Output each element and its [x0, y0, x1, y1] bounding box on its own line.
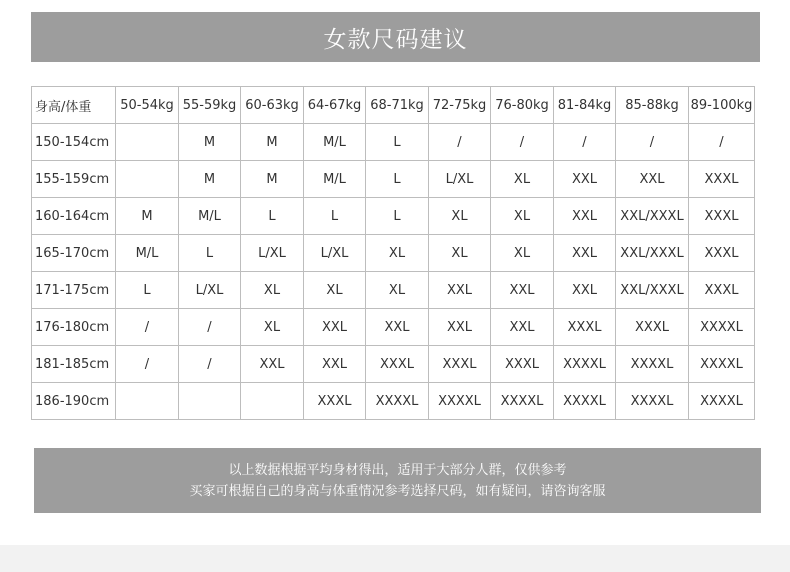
size-cell: XL: [304, 272, 366, 309]
size-cell: XXXL: [429, 346, 491, 383]
size-cell: XXL: [241, 346, 304, 383]
size-cell: XL: [429, 235, 491, 272]
weight-header: 76-80kg: [491, 87, 554, 124]
size-cell: XL: [491, 161, 554, 198]
height-cell: 171-175cm: [32, 272, 116, 309]
size-cell: XXXXL: [689, 309, 755, 346]
size-cell: M: [179, 124, 241, 161]
table-row: [32, 272, 755, 309]
size-cell: M/L: [116, 235, 179, 272]
size-cell: XXXL: [304, 383, 366, 420]
weight-header: 72-75kg: [429, 87, 491, 124]
size-cell: XXL: [429, 272, 491, 309]
size-cell: XXL: [304, 346, 366, 383]
corner-header: 身高/体重: [32, 87, 116, 124]
size-cell: XL: [241, 309, 304, 346]
size-cell: XXXXL: [616, 383, 689, 420]
size-cell: M: [179, 161, 241, 198]
table-row: [32, 161, 755, 198]
size-cell: L: [366, 198, 429, 235]
size-cell: [116, 383, 179, 420]
size-cell: L/XL: [429, 161, 491, 198]
size-cell: L: [116, 272, 179, 309]
size-cell: M/L: [304, 161, 366, 198]
size-cell: XXXL: [689, 161, 755, 198]
size-cell: L: [179, 235, 241, 272]
size-cell: XXXL: [491, 346, 554, 383]
size-cell: XXL/XXXL: [616, 235, 689, 272]
size-cell: XXXL: [554, 309, 616, 346]
size-cell: /: [179, 309, 241, 346]
note-line-2: 买家可根据自己的身高与体重情况参考选择尺码，如有疑问，请咨询客服: [189, 483, 606, 499]
size-cell: XXXL: [616, 309, 689, 346]
table-row: [32, 198, 755, 235]
size-table: [31, 86, 755, 420]
size-cell: XL: [491, 198, 554, 235]
size-cell: XXXXL: [366, 383, 429, 420]
size-cell: XXXXL: [554, 383, 616, 420]
size-cell: /: [116, 346, 179, 383]
size-cell: /: [689, 124, 755, 161]
size-cell: XXXXL: [689, 383, 755, 420]
size-cell: XL: [366, 272, 429, 309]
size-cell: XXL: [429, 309, 491, 346]
size-cell: L/XL: [241, 235, 304, 272]
weight-header: 50-54kg: [116, 87, 179, 124]
size-cell: XXL: [491, 272, 554, 309]
height-cell: 181-185cm: [32, 346, 116, 383]
height-cell: 165-170cm: [32, 235, 116, 272]
size-cell: XXXL: [689, 198, 755, 235]
size-cell: L/XL: [179, 272, 241, 309]
size-cell: XXL/XXXL: [616, 198, 689, 235]
height-cell: 176-180cm: [32, 309, 116, 346]
weight-header: 89-100kg: [689, 87, 755, 124]
size-cell: L/XL: [304, 235, 366, 272]
page-title: 女款尺码建议: [323, 26, 468, 53]
size-cell: /: [429, 124, 491, 161]
size-cell: XXL: [554, 235, 616, 272]
size-cell: /: [491, 124, 554, 161]
weight-header: 81-84kg: [554, 87, 616, 124]
size-cell: XXXXL: [616, 346, 689, 383]
size-cell: XXL: [554, 272, 616, 309]
weight-header: 85-88kg: [616, 87, 689, 124]
bottom-band: [0, 545, 790, 572]
size-cell: [241, 383, 304, 420]
size-cell: XXXXL: [554, 346, 616, 383]
size-cell: M/L: [179, 198, 241, 235]
table-row: [32, 235, 755, 272]
size-cell: XXXL: [366, 346, 429, 383]
table-row: [32, 383, 755, 420]
size-cell: XXL: [304, 309, 366, 346]
size-cell: [179, 383, 241, 420]
note-line-1: 以上数据根据平均身材得出，适用于大部分人群，仅供参考: [228, 462, 567, 478]
size-cell: XL: [366, 235, 429, 272]
weight-header: 68-71kg: [366, 87, 429, 124]
table-row: [32, 309, 755, 346]
size-cell: L: [366, 124, 429, 161]
size-cell: XXL/XXXL: [616, 272, 689, 309]
height-cell: 160-164cm: [32, 198, 116, 235]
title-banner: [31, 12, 760, 62]
weight-header: 60-63kg: [241, 87, 304, 124]
size-cell: /: [116, 309, 179, 346]
size-table-body: [32, 124, 755, 420]
size-cell: L: [241, 198, 304, 235]
size-cell: XXL: [616, 161, 689, 198]
size-cell: /: [616, 124, 689, 161]
size-cell: XXXXL: [429, 383, 491, 420]
weight-header: 55-59kg: [179, 87, 241, 124]
size-cell: XL: [241, 272, 304, 309]
size-cell: XXXXL: [491, 383, 554, 420]
size-cell: M/L: [304, 124, 366, 161]
size-cell: XXXL: [689, 235, 755, 272]
size-cell: XXL: [554, 161, 616, 198]
size-cell: M: [241, 124, 304, 161]
size-cell: [116, 124, 179, 161]
size-cell: XXL: [491, 309, 554, 346]
size-cell: XXXXL: [689, 346, 755, 383]
note-box: [34, 448, 761, 513]
size-cell: /: [554, 124, 616, 161]
size-cell: /: [179, 346, 241, 383]
height-cell: 186-190cm: [32, 383, 116, 420]
table-row: [32, 124, 755, 161]
table-header-row: [32, 87, 755, 124]
size-cell: XL: [429, 198, 491, 235]
size-cell: M: [116, 198, 179, 235]
size-cell: L: [366, 161, 429, 198]
weight-header: 64-67kg: [304, 87, 366, 124]
size-cell: L: [304, 198, 366, 235]
size-cell: [116, 161, 179, 198]
height-cell: 155-159cm: [32, 161, 116, 198]
size-cell: XXL: [366, 309, 429, 346]
height-cell: 150-154cm: [32, 124, 116, 161]
table-row: [32, 346, 755, 383]
size-cell: XXXL: [689, 272, 755, 309]
size-cell: M: [241, 161, 304, 198]
size-cell: XL: [491, 235, 554, 272]
size-cell: XXL: [554, 198, 616, 235]
